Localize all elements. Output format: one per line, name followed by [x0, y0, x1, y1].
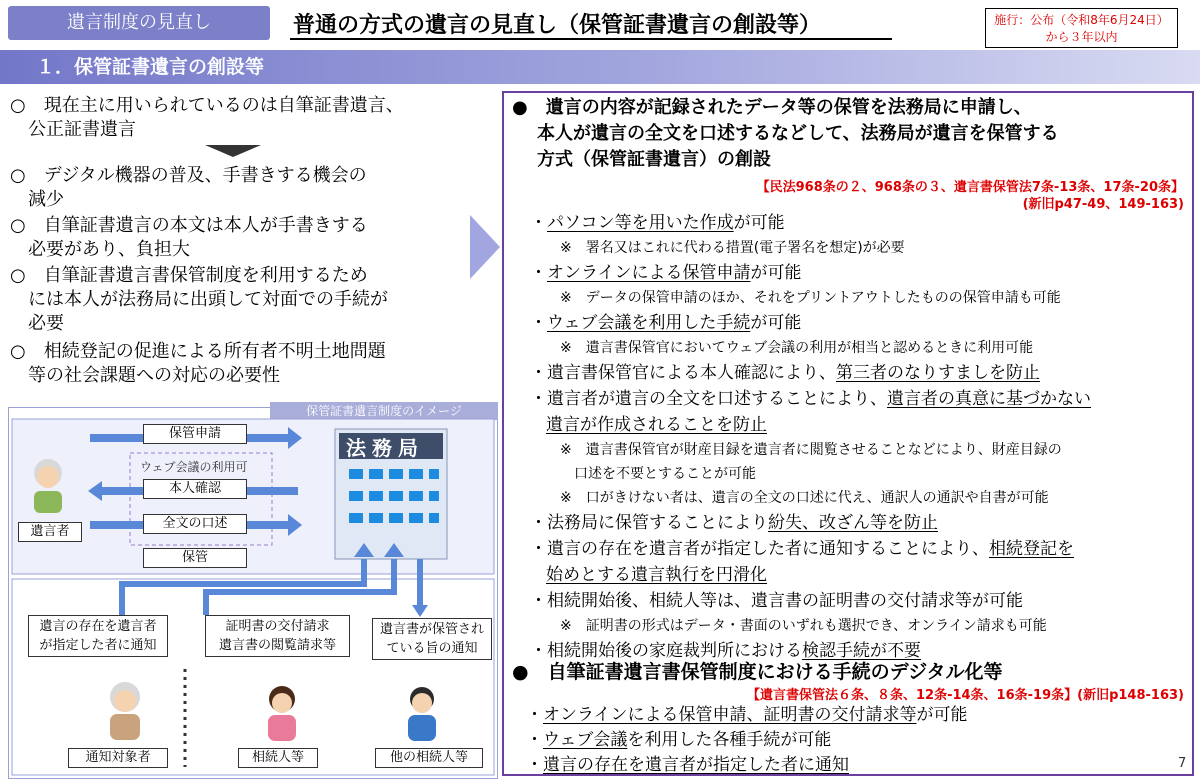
list-item	[526, 704, 968, 726]
item-text: ・	[526, 730, 543, 750]
underlined-text: 遺言の存在を遺言者が指定した者に通知	[543, 755, 849, 775]
title-underline	[290, 38, 892, 40]
item-text: ・法務局に保管することにより	[530, 513, 768, 533]
cert-request-box	[205, 615, 350, 657]
note-text: ※ 署名又はこれに代わる措置(電子署名を想定)が必要	[560, 240, 905, 256]
item-text: ・相続開始後、相続人等は、遺言書の証明書の交付請求等が可能	[530, 591, 1023, 611]
law-reference-2: 【遺言書保管法６条、８条、12条-14条、16条-19条】(新旧p148-163)	[746, 688, 1184, 703]
note-text: ※ 遺言書保管官においてウェブ会議の利用が相当と認めるときに利用可能	[560, 340, 1034, 356]
left-bullet-4b: には本人が法務局に出頭して対面での手続が	[10, 289, 388, 310]
item-text: が可能	[750, 263, 802, 283]
item-text: ・遺言の存在を遺言者が指定した者に通知することにより、	[530, 539, 989, 559]
notify-box	[28, 615, 168, 657]
note-text: 口述を不要とすることが可能	[560, 466, 756, 482]
note-text: ※ データの保管申請のほか、それをプリントアウトしたものの保管申請も可能	[560, 290, 1061, 306]
diagram-label: 保管証書遺言制度のイメージ	[270, 402, 498, 420]
underlined-text: 始めとする遺言執行を円滑化	[546, 565, 767, 585]
item-text: ・	[530, 213, 547, 233]
list-item	[530, 590, 1023, 612]
list-item	[530, 312, 801, 334]
web-meeting-label: ウェブ会議の利用可	[140, 460, 248, 474]
stored-notice-box	[372, 618, 492, 660]
law-reference-1: 【民法968条の２、968条の３、遺言書保管法7条-13条、17条-20条】	[756, 180, 1184, 195]
heading-2: ● 自筆証書遺言書保管制度における手続のデジタル化等	[512, 661, 1003, 683]
note-line	[560, 238, 905, 258]
list-item	[530, 640, 921, 662]
heading-1-line-2: 本人が遺言の全文を口述するなどして、法務局が遺言を保管する	[537, 123, 1059, 144]
item-text: が可能	[750, 313, 802, 333]
list-item	[530, 512, 938, 534]
flow-label-oral-statement: 全文の口述	[143, 514, 247, 534]
notify-line-2: が指定した者に通知	[39, 638, 157, 653]
enforcement-line-1: 施行：公布（令和8年6月24日）	[994, 13, 1169, 27]
item-text: ・	[530, 313, 547, 333]
underlined-text: オンラインによる保管申請	[547, 263, 751, 283]
stored-line-1: 遺言書が保管され	[379, 622, 484, 637]
underlined-text: 第三者のなりすましを防止	[836, 363, 1040, 383]
list-item	[526, 754, 849, 776]
left-bullet-5a: ○ 相続登記の促進による所有者不明土地問題	[10, 341, 386, 362]
left-bullet-5b: 等の社会課題への対応の必要性	[10, 365, 280, 386]
note-line	[560, 440, 1062, 460]
left-bullet-3a: ○ 自筆証書遺言の本文は本人が手書きする	[10, 215, 368, 236]
item-text: ・	[526, 705, 543, 725]
left-bullet-1b: 公正証書遺言	[10, 119, 136, 140]
section-title: １．保管証書遺言の創設等	[0, 50, 1200, 84]
left-bullet-2b: 減少	[10, 189, 64, 210]
notify-line-1: 遺言の存在を遺言者	[39, 619, 157, 634]
stored-line-2: ている旨の通知	[386, 641, 478, 656]
item-text: ・	[530, 263, 547, 283]
list-item	[530, 362, 1040, 384]
note-text: ※ 遺言書保管官が財産目録を遺言者に閲覧させることなどにより、財産目録の	[560, 442, 1062, 458]
law-reference-1b: (新旧p47-49、149-163)	[1022, 197, 1184, 212]
list-item	[546, 414, 767, 436]
enforcement-line-2: から３年以内	[1045, 30, 1118, 44]
note-text: ※ 証明書の形式はデータ・書面のいずれも選択でき、オンライン請求も可能	[560, 618, 1047, 634]
underlined-text: オンラインによる保管申請、証明書の交付請求等	[543, 705, 917, 725]
cert-line-2: 遺言書の閲覧請求等	[218, 638, 336, 653]
underlined-text: パソコン等を用いた作成	[547, 213, 734, 233]
item-text: が可能	[733, 213, 785, 233]
left-bullet-2a: ○ デジタル機器の普及、手書きする機会の	[10, 165, 367, 186]
page-number: 7	[1178, 756, 1187, 771]
person-label-heirs: 相続人等	[238, 748, 318, 768]
list-item	[530, 538, 1074, 560]
left-bullet-1a: ○ 現在主に用いられているのは自筆証書遺言、	[10, 95, 404, 116]
list-item	[546, 564, 767, 586]
note-line	[560, 338, 1033, 358]
flow-label-storage: 保管	[143, 548, 247, 568]
flow-label-identity-check: 本人確認	[143, 479, 247, 499]
list-item	[526, 729, 831, 751]
underlined-text: 遺言が作成されることを防止	[546, 415, 767, 435]
right-arrow-icon	[470, 215, 500, 279]
list-item	[530, 212, 785, 234]
underlined-text: 検認手続が不要	[802, 641, 921, 661]
enforcement-box	[985, 8, 1178, 48]
page-title: 普通の方式の遺言の見直し（保管証書遺言の創設等）	[293, 13, 822, 38]
note-line	[560, 288, 1061, 308]
item-text: ・	[526, 755, 543, 775]
underlined-text: ウェブ会議を利用した手続	[547, 313, 751, 333]
note-text: ※ 口がきけない者は、遺言の全文の口述に代え、通訳人の通訳や自書が可能	[560, 490, 1049, 506]
diagram-svg	[8, 407, 498, 779]
note-line	[560, 616, 1047, 636]
left-bullet-4a: ○ 自筆証書遺言書保管制度を利用するため	[10, 265, 368, 286]
testator-label: 遺言者	[18, 522, 82, 542]
left-bullet-3b: 必要があり、負担大	[10, 239, 190, 260]
person-label-notified: 通知対象者	[68, 748, 168, 768]
down-arrow-icon	[205, 145, 261, 157]
underlined-text: 相続登記を	[989, 539, 1074, 559]
item-text: が可能	[916, 705, 968, 725]
underlined-text: 遺言者の真意に基づかない	[887, 389, 1091, 409]
flow-label-storage-request: 保管申請	[143, 424, 247, 444]
underlined-text: ウェブ会議	[543, 730, 628, 750]
item-text: を利用した各種手続が可能	[627, 730, 832, 750]
cert-line-1: 証明書の交付請求	[225, 619, 330, 634]
note-line	[560, 464, 756, 484]
left-bullet-4c: 必要	[10, 313, 64, 334]
category-tag: 遺言制度の見直し	[8, 6, 270, 40]
heading-1-line-3: 方式（保管証書遺言）の創設	[537, 149, 771, 170]
list-item	[530, 262, 802, 284]
underlined-text: 紛失、改ざん等を防止	[768, 513, 938, 533]
person-label-other-heirs: 他の相続人等	[375, 748, 483, 768]
heading-1-line-1: ● 遺言の内容が記録されたデータ等の保管を法務局に申請し、	[512, 97, 1032, 118]
item-text: ・遺言書保管官による本人確認により、	[530, 363, 836, 383]
list-item	[530, 388, 1091, 410]
note-line	[560, 488, 1049, 508]
item-text: ・相続開始後の家庭裁判所における	[530, 641, 802, 661]
item-text: ・遺言者が遺言の全文を口述することにより、	[530, 389, 887, 409]
office-label: 法務局	[346, 436, 424, 460]
